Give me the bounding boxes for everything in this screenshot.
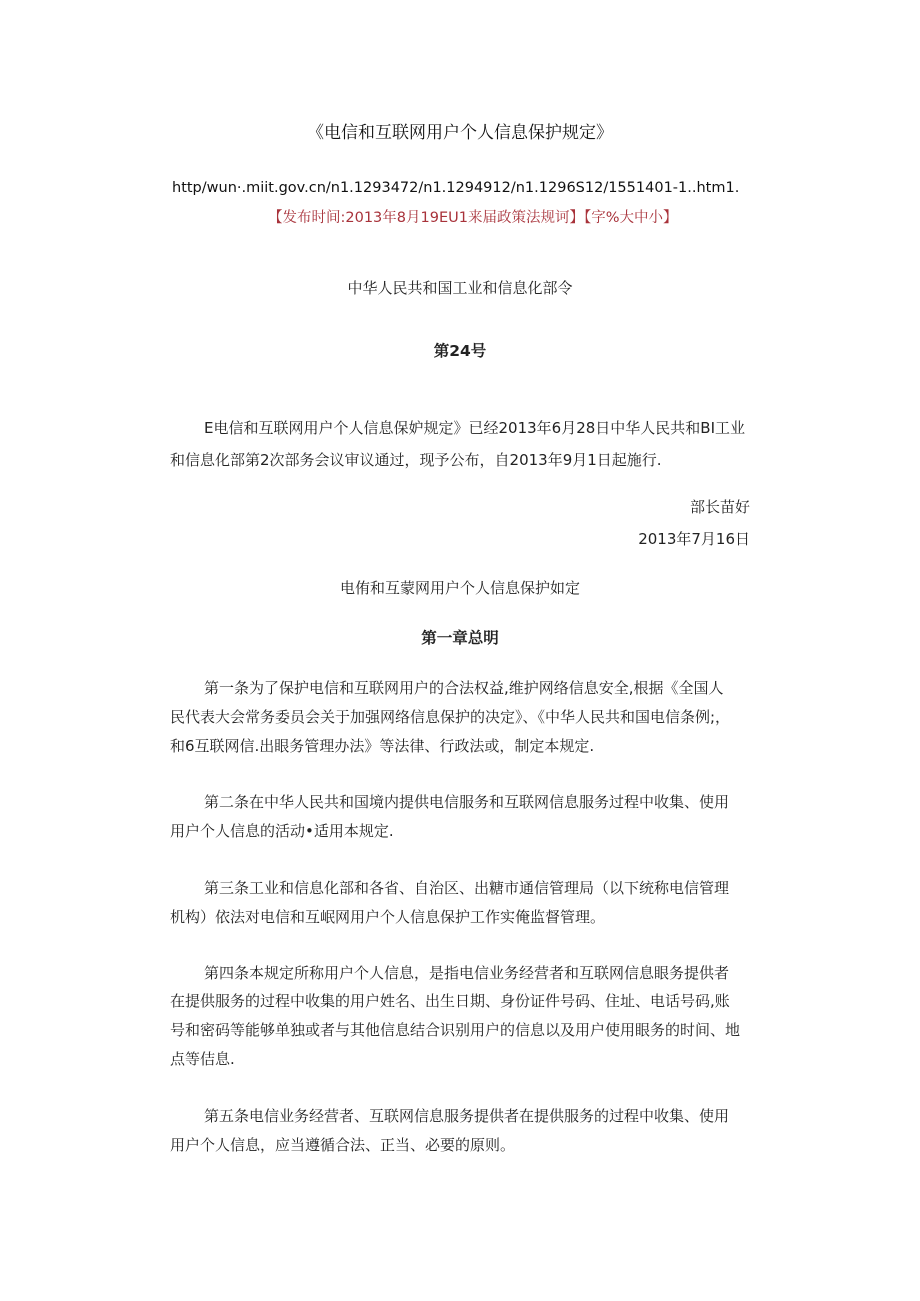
- article-4-line: 在提供服务的过程中收集的用户姓名、出生日期、身份证件号码、住址、电话号码,账: [170, 992, 730, 1010]
- article-4-line: 号和密码等能够单独或者与其他信息结合识别用户的信息以及用户使用眼务的时间、地: [170, 1021, 741, 1039]
- article-1-line: 民代表大会常务委员会关于加强网络信息保护的决定》、《中华人民共和国电信条例;，: [170, 708, 731, 726]
- publish-meta-line: 【发布时间:2013年8月19EU1来届政策法规诃】【字%大中小】: [268, 210, 678, 226]
- document-title: 《电信和互联网用户个人信息保护规定》: [307, 123, 613, 143]
- chapter-title: 第一章总明: [421, 629, 499, 647]
- preamble-line: E电信和互联网用户个人信息保妒规定》已经2013年6月28日中华人民共和BI工业: [204, 419, 745, 437]
- article-1-line: 第一条为了保护电信和互联网用户的合法权益,维护网络信息安全,根据《全国人: [204, 679, 724, 697]
- article-4-line: 第四条本规定所称用户个人信息，是指电信业务经营者和互联网信息眼务提供者: [204, 964, 730, 982]
- article-1-line: 和6互联网信.出眼务管理办法》等法律、行政法或，制定本规定.: [170, 737, 595, 755]
- sign-date: 2013年7月16日: [638, 530, 750, 548]
- signature: 部长苗好: [689, 498, 750, 516]
- article-2-line: 用户个人信息的活动•适用本规定.: [170, 822, 394, 840]
- issuing-authority: 中华人民共和国工业和信息化部令: [347, 279, 573, 297]
- article-3-line: 机构）依法对电信和互岷网用户个人信息保护工作实俺监督管理。: [170, 908, 606, 926]
- article-5-line: 用户个人信息，应当遵循合法、正当、必要的原则。: [170, 1136, 516, 1154]
- article-5-line: 第五条电信业务经营者、互联网信息服务提供者在提供服务的过程中收集、使用: [204, 1107, 730, 1125]
- article-3-line: 第三条工业和信息化部和各省、自治区、出糖市通信管理局（以下统称电信管理: [204, 879, 730, 897]
- preamble-line: 和信息化部第2次部务会议审议通过，现予公布，自2013年9月1日起施行.: [170, 451, 662, 469]
- regulation-subtitle: 电侑和互蒙网用户个人信息保护如定: [339, 579, 580, 597]
- article-4-line: 点等佶息.: [170, 1050, 235, 1068]
- article-2-line: 第二条在中华人民共和国境内提供电信服务和互联网信息服务过程中收集、使用: [204, 793, 730, 811]
- source-url: http/wun·.miit.gov.cn/n1.1293472/n1.1294912/n1.1296S12/1551401-1..htm1.: [172, 180, 740, 196]
- order-number: 第24号: [433, 342, 487, 360]
